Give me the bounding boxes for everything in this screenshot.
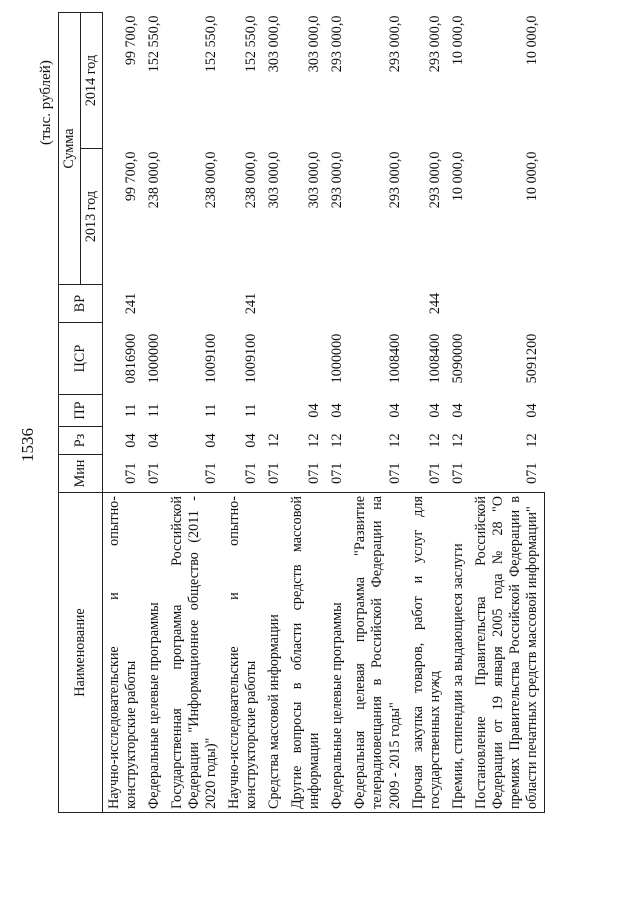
table-row <box>263 13 286 813</box>
row-min: 071 <box>243 462 260 484</box>
row-min: 071 <box>146 462 163 484</box>
row-pr: 04 <box>306 403 323 418</box>
row-vr <box>349 285 406 323</box>
row-name: Федеральные целевые программы <box>326 493 349 813</box>
row-name: Прочая закупка товаров, работ и услуг для государственных нужд <box>407 493 447 813</box>
table-row <box>326 13 349 813</box>
row-csr <box>286 323 326 395</box>
row-name: Федеральные целевые программы <box>143 493 166 813</box>
row-2014: 99 700,0 <box>123 15 140 66</box>
row-rz: 12 <box>266 433 283 448</box>
row-min: 071 <box>203 462 220 484</box>
row-2014: 303 000,0 <box>306 15 323 73</box>
row-rz: 12 <box>524 433 541 448</box>
row-csr: 1008400 <box>386 333 403 384</box>
row-pr: 04 <box>386 403 403 418</box>
row-2013: 238 000,0 <box>243 151 260 209</box>
row-2014: 293 000,0 <box>329 15 346 73</box>
row-rz: 12 <box>449 433 466 448</box>
row-2013: 10 000,0 <box>524 151 541 202</box>
row-csr: 5090000 <box>449 333 466 384</box>
row-2014: 303 000,0 <box>266 15 283 73</box>
row-pr: 04 <box>426 403 443 418</box>
row-pr: 11 <box>243 403 260 418</box>
row-name: Научно-исследовательские и опытно-конструкторские работы <box>223 493 263 813</box>
row-csr: 1009100 <box>203 333 220 384</box>
header-vr: ВР <box>59 285 103 323</box>
row-2014: 293 000,0 <box>426 15 443 73</box>
table-row <box>470 13 545 813</box>
row-vr: 244 <box>426 292 443 315</box>
row-vr: 241 <box>243 292 260 315</box>
row-vr <box>263 285 286 323</box>
row-pr: 11 <box>146 403 163 418</box>
row-2013: 238 000,0 <box>146 151 163 209</box>
row-csr: 0816900 <box>123 333 140 384</box>
row-name: Федеральная целевая программа "Развитие телерадиовещания в Российской Федерации на 2009 - 2015 годы" <box>349 493 406 813</box>
row-min: 071 <box>306 462 323 484</box>
row-2014: 10 000,0 <box>449 15 466 66</box>
row-2014: 152 550,0 <box>243 15 260 73</box>
row-rz: 12 <box>306 433 323 448</box>
row-pr: 11 <box>203 403 220 418</box>
row-rz: 04 <box>123 433 140 448</box>
row-csr: 1008400 <box>426 333 443 384</box>
units-label: (тыс. рублей) <box>38 60 54 145</box>
header-pr: ПР <box>59 395 103 427</box>
header-2014: 2014 год <box>81 13 103 149</box>
table-row <box>407 13 447 813</box>
row-vr <box>143 285 166 323</box>
row-rz: 04 <box>243 433 260 448</box>
row-pr: 04 <box>329 403 346 418</box>
row-name: Другие вопросы в области средств массовой информации <box>286 493 326 813</box>
header-csr: ЦСР <box>59 323 103 395</box>
row-2013: 99 700,0 <box>123 151 140 202</box>
row-csr: 1000000 <box>329 333 346 384</box>
row-min: 071 <box>524 462 541 484</box>
row-name: Научно-исследовательские и опытно-конструкторские работы <box>103 493 144 813</box>
row-rz: 12 <box>329 433 346 448</box>
row-rz: 04 <box>203 433 220 448</box>
row-2014: 152 550,0 <box>146 15 163 73</box>
row-csr: 5091200 <box>524 333 541 384</box>
row-rz: 12 <box>426 433 443 448</box>
row-pr: 04 <box>449 403 466 418</box>
table-row <box>349 13 406 813</box>
row-2013: 293 000,0 <box>329 151 346 209</box>
row-2014: 10 000,0 <box>524 15 541 66</box>
row-vr: 241 <box>123 292 140 315</box>
row-name: Постановление Правительства Российской Федерации от 19 января 2005 года № 28 "О премиях Правительства Российской Федерации в области печатных средств массовой информации" <box>470 493 545 813</box>
table-body <box>103 13 545 813</box>
row-2013: 10 000,0 <box>449 151 466 202</box>
row-pr: 04 <box>524 403 541 418</box>
table-row <box>166 13 223 813</box>
table-row <box>223 13 263 813</box>
page-number: 1536 <box>18 428 37 462</box>
table-row <box>143 13 166 813</box>
row-name: Средства массовой информации <box>263 493 286 813</box>
row-vr <box>447 285 470 323</box>
row-pr <box>263 395 286 427</box>
header-2013: 2013 год <box>81 149 103 285</box>
row-2013: 293 000,0 <box>386 151 403 209</box>
header-row <box>59 13 81 813</box>
row-2014: 293 000,0 <box>386 15 403 73</box>
row-vr <box>470 285 545 323</box>
header-sum: Сумма <box>59 13 81 285</box>
row-name: Премии, стипендии за выдающиеся заслуги <box>447 493 470 813</box>
row-min: 071 <box>266 462 283 484</box>
row-pr: 11 <box>123 403 140 418</box>
row-csr: 1009100 <box>243 333 260 384</box>
row-name: Государственная программа Российской Федерации "Информационное общество (2011 - 2020 годы)" <box>166 493 223 813</box>
header-name: Наименование <box>59 493 103 813</box>
row-csr <box>263 323 286 395</box>
row-2013: 293 000,0 <box>426 151 443 209</box>
row-vr <box>166 285 223 323</box>
row-vr <box>326 285 349 323</box>
table-row <box>286 13 326 813</box>
table-row <box>103 13 144 813</box>
row-csr: 1000000 <box>146 333 163 384</box>
header-rz: Рз <box>59 427 103 455</box>
header-min: Мин <box>59 455 103 493</box>
row-2013: 303 000,0 <box>266 151 283 209</box>
row-rz: 04 <box>146 433 163 448</box>
row-2013: 238 000,0 <box>203 151 220 209</box>
row-2013: 303 000,0 <box>306 151 323 209</box>
table-row <box>447 13 470 813</box>
row-2014: 152 550,0 <box>203 15 220 73</box>
row-min: 071 <box>449 462 466 484</box>
row-vr <box>286 285 326 323</box>
row-min: 071 <box>329 462 346 484</box>
row-min: 071 <box>386 462 403 484</box>
row-min: 071 <box>426 462 443 484</box>
row-min: 071 <box>123 462 140 484</box>
row-rz: 12 <box>386 433 403 448</box>
budget-table <box>58 12 545 813</box>
